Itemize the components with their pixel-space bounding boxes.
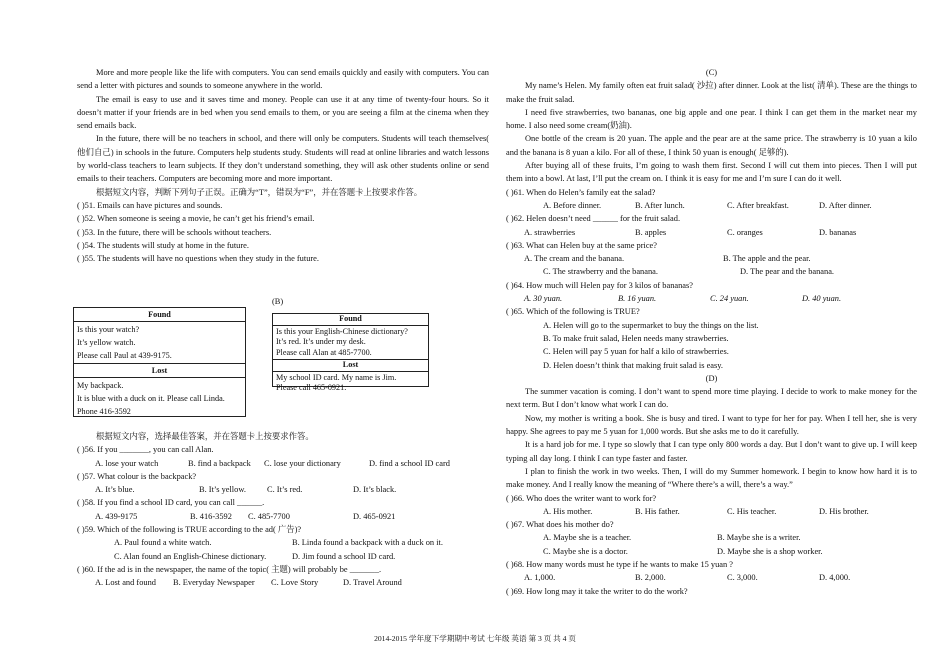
section-b-heading: (B): [272, 297, 284, 306]
option-a: A. 439-9175: [95, 511, 138, 521]
question-57-options: [77, 483, 489, 496]
left-column: [77, 66, 489, 265]
box2-lost-title: Lost: [273, 359, 428, 372]
option-a: A. It’s blue.: [95, 485, 135, 495]
passage-d-para-3: It is a hard job for me. I type so slowly that I can type only 800 words a day. But I don’t want to give up. I will keep typing all day long. I think I can type faster and faster.: [506, 440, 917, 463]
option-d: D. Travel Around: [343, 578, 402, 588]
question-62: ( )62. Helen doesn’t need ______ for the fruit salad.: [506, 214, 681, 224]
box1-found-line: Is this your watch?: [77, 325, 140, 334]
option-a: A. The cream and the banana.: [524, 254, 625, 264]
question-69: ( )69. How long may it take the writer to do the work?: [506, 586, 688, 596]
option-a: A. Before dinner.: [543, 200, 602, 210]
passage-c-para-2: I need five strawberries, two bananas, one big apple and one pear. I think I can get them in the market near my home. I also need some cream(奶油).: [506, 107, 917, 131]
option-c: C. lose your dictionary: [264, 458, 341, 468]
lost-found-box-1: [73, 307, 246, 417]
question-63-options-row1: [506, 252, 917, 265]
question-59: ( )59. Which of the following is TRUE according to the ad( 广告)?: [77, 525, 302, 535]
question-61-options: [506, 199, 917, 212]
question-65-option-a: A. Helen will go to the supermarket to buy the things on the list.: [543, 320, 759, 330]
question-64-options: [506, 292, 917, 305]
option-c: C. oranges: [727, 227, 763, 237]
option-d: D. Jim found a school ID card.: [292, 551, 396, 561]
question-52: ( )52. When someone is seeing a movie, he can’t get his friend’s email.: [77, 214, 315, 224]
question-60-options: [77, 576, 489, 589]
question-64: ( )64. How much will Helen pay for 3 kilos of bananas?: [506, 280, 693, 290]
passage-c-para-4: After buying all of these fruits, I’m going to wash them first. Second I will cut them into pieces. Then I will put them into a bowl. At last, I’ll put the cream on. I think it is easy for me and I’m sure I can do it well.: [506, 161, 917, 184]
question-59-options-row2: [77, 550, 489, 563]
box1-lost-line: It is blue with a duck on it. Please call Linda.: [77, 394, 225, 403]
option-d: D. The pear and the banana.: [740, 267, 835, 277]
question-65-option-b: B. To make fruit salad, Helen needs many strawberries.: [543, 333, 729, 343]
passage-d-para-4: I plan to finish the work in two weeks. Then, I will do my Summer homework. I begin to know how hard it is to make money. And I really know the meaning of “Where there’s a will, there’s a way.”: [506, 466, 917, 490]
question-67-options-row1: [506, 531, 917, 544]
option-b: B. 16 yuan.: [618, 294, 657, 304]
passage-c-para-3: One bottle of the cream is 20 yuan. The apple and the pear are at the same price. The strawberry is 10 yuan a kilo and the banana is 8 yuan a kilo. For all of these, I think 50 yuan is enough( 足够的).: [506, 134, 917, 157]
question-65-option-d: D. Helen doesn’t think that making fruit salad is easy.: [543, 360, 724, 370]
option-b: B. It’s yellow.: [199, 485, 246, 495]
box2-lost-line: Please call 465-0921.: [276, 383, 347, 392]
box1-lost-line: My backpack.: [77, 381, 124, 390]
question-55: ( )55. The students will have no questions when they study in the future.: [77, 254, 319, 264]
question-61: ( )61. When do Helen’s family eat the salad?: [506, 187, 656, 197]
option-d: D. After dinner.: [819, 200, 872, 210]
option-c: C. The strawberry and the banana.: [543, 267, 658, 277]
box1-found-line: It’s yellow watch.: [77, 338, 136, 347]
option-a: A. His mother.: [543, 506, 593, 516]
option-d: D. 465-0921: [353, 511, 396, 521]
option-d: D. His brother.: [819, 506, 869, 516]
option-c: C. Maybe she is a doctor.: [543, 546, 628, 556]
option-b: B. After lunch.: [635, 200, 685, 210]
option-d: D. It’s black.: [353, 485, 397, 495]
option-a: A. Paul found a white watch.: [114, 538, 212, 548]
mc-instruction: 根据短文内容，选择最佳答案，并在答题卡上按要求作答。: [96, 432, 314, 441]
option-c: C. After breakfast.: [727, 200, 789, 210]
option-c: C. 3,000.: [727, 573, 758, 583]
passage-a-para-1: More and more people like the life with computers. You can send emails quickly and easily with computers. You can send a letter with pictures and sounds to someone anywhere in the world.: [77, 68, 489, 91]
option-d: D. 40 yuan.: [802, 294, 842, 304]
box1-found-title: Found: [74, 308, 245, 322]
question-57: ( )57. What colour is the backpack?: [77, 471, 197, 481]
passage-a-para-2: The email is easy to use and it saves time and money. People can use it at any time of twenty-four hours. So it doesn’t matter if your friends are in bed when you send emails to them, or you are seeing a film at the cinema when they send emails back.: [77, 94, 489, 131]
box2-found-title: Found: [273, 314, 428, 326]
option-a: A. 30 yuan.: [524, 294, 563, 304]
question-53: ( )53. In the future, there will be schools without teachers.: [77, 227, 272, 237]
option-c: C. Love Story: [271, 578, 319, 588]
option-a: A. strawberries: [524, 227, 576, 237]
option-d: D. 4,000.: [819, 573, 851, 583]
lost-found-box-2: [272, 313, 429, 392]
box2-found-line: Please call Alan at 485-7700.: [276, 347, 372, 357]
mc-section-b: [77, 430, 489, 590]
question-67-options-row2: [506, 545, 917, 558]
question-68-options: [506, 571, 917, 584]
option-b: B. 416-3592: [190, 511, 232, 521]
question-58: ( )58. If you find a school ID card, you can call ______.: [77, 498, 265, 508]
option-c: C. It’s red.: [267, 485, 303, 495]
question-54: ( )54. The students will study at home in the future.: [77, 240, 249, 250]
option-a: A. lose your watch: [95, 458, 159, 468]
option-b: B. find a backpack: [188, 458, 251, 468]
question-63: ( )63. What can Helen buy at the same price?: [506, 240, 657, 250]
option-a: A. Maybe she is a teacher.: [543, 533, 632, 543]
question-68: ( )68. How many words must he type if he wants to make 15 yuan ?: [506, 559, 734, 569]
page-footer: 2014-2015 学年度下学期期中考试 七年级 英语 第 3 页 共 4 页: [374, 634, 576, 643]
option-a: A. 1,000.: [524, 573, 556, 583]
option-c: C. 485-7700: [248, 511, 290, 521]
option-d: D. Maybe she is a shop worker.: [717, 546, 823, 556]
option-d: D. find a school ID card: [369, 458, 450, 468]
question-56: ( )56. If you _______, you can call Alan.: [77, 445, 214, 455]
option-b: B. apples: [635, 227, 667, 237]
box1-found-line: Please call Paul at 439-9175.: [77, 351, 172, 360]
question-66: ( )66. Who does the writer want to work for?: [506, 493, 657, 503]
question-65-option-c: C. Helen will pay 5 yuan for half a kilo of strawberries.: [543, 347, 729, 357]
box2-found-line: Is this your English-Chinese dictionary?: [276, 326, 408, 336]
right-column: [506, 66, 917, 598]
option-c: C. His teacher.: [727, 506, 777, 516]
passage-c-para-1: My name’s Helen. My family often eat fruit salad( 沙拉) after dinner. Look at the list( 清单). These are the things to make the fruit salad.: [506, 81, 917, 104]
box1-lost-title: Lost: [74, 363, 245, 378]
question-63-options-row2: [506, 265, 917, 278]
question-58-options: [77, 510, 489, 523]
box2-lost-line: My school ID card. My name is Jim.: [276, 372, 397, 382]
option-b: B. Linda found a backpack with a duck on it.: [292, 538, 443, 548]
option-b: B. His father.: [635, 506, 680, 516]
section-d-heading: (D): [705, 373, 718, 383]
passage-d-para-1: The summer vacation is coming. I don’t want to spend more time playing. I decide to work to make money for the next term. But I don’t know what work I can do.: [506, 387, 917, 410]
question-65: ( )65. Which of the following is TRUE?: [506, 307, 640, 317]
option-c: C. Alan found an English-Chinese dictionary.: [114, 551, 267, 561]
section-c-heading: (C): [705, 68, 718, 77]
option-c: C. 24 yuan.: [710, 294, 749, 304]
question-51: ( )51. Emails can have pictures and sounds.: [77, 200, 223, 210]
question-56-options: [77, 457, 489, 470]
question-62-options: [506, 226, 917, 239]
question-66-options: [506, 505, 917, 518]
question-60: ( )60. If the ad is in the newspaper, the name of the topic( 主题) will probably be _______.: [77, 564, 382, 574]
tf-instruction: 根据短文内容，判断下列句子正误。正确为“T”，错误为“F”，并在答题卡上按要求作答。: [96, 187, 423, 197]
passage-d-para-2: Now, my mother is writing a book. She is busy and tired. I want to type for her for pay. When I tell her, she is very happy. She agrees to pay me 5 yuan for 1,000 words. But she asks me to do it carefully.: [506, 413, 917, 437]
option-b: B. Everyday Newspaper: [173, 578, 255, 588]
option-d: D. bananas: [819, 227, 857, 237]
box2-found-line: It’s red. It’s under my desk.: [276, 337, 366, 346]
passage-a-para-3: In the future, there will be no teachers in school, and there will only be computers. Students will teach themselves( 他们自己) in schools in the future. Computers help students study. Students will read at online libraries and watch lessons by world-class teachers to learn subjects. If they don’t understand something, they will ask other students online or send emails to their teachers. Computers are becoming more and more important.: [77, 134, 489, 184]
option-b: B. The apple and the pear.: [723, 254, 811, 264]
option-b: B. Maybe she is a writer.: [717, 533, 801, 543]
question-67: ( )67. What does his mother do?: [506, 520, 614, 530]
option-a: A. Lost and found: [95, 578, 156, 588]
option-b: B. 2,000.: [635, 573, 666, 583]
question-59-options-row1: [77, 536, 489, 549]
box1-lost-line: Phone 416-3592: [77, 407, 131, 416]
